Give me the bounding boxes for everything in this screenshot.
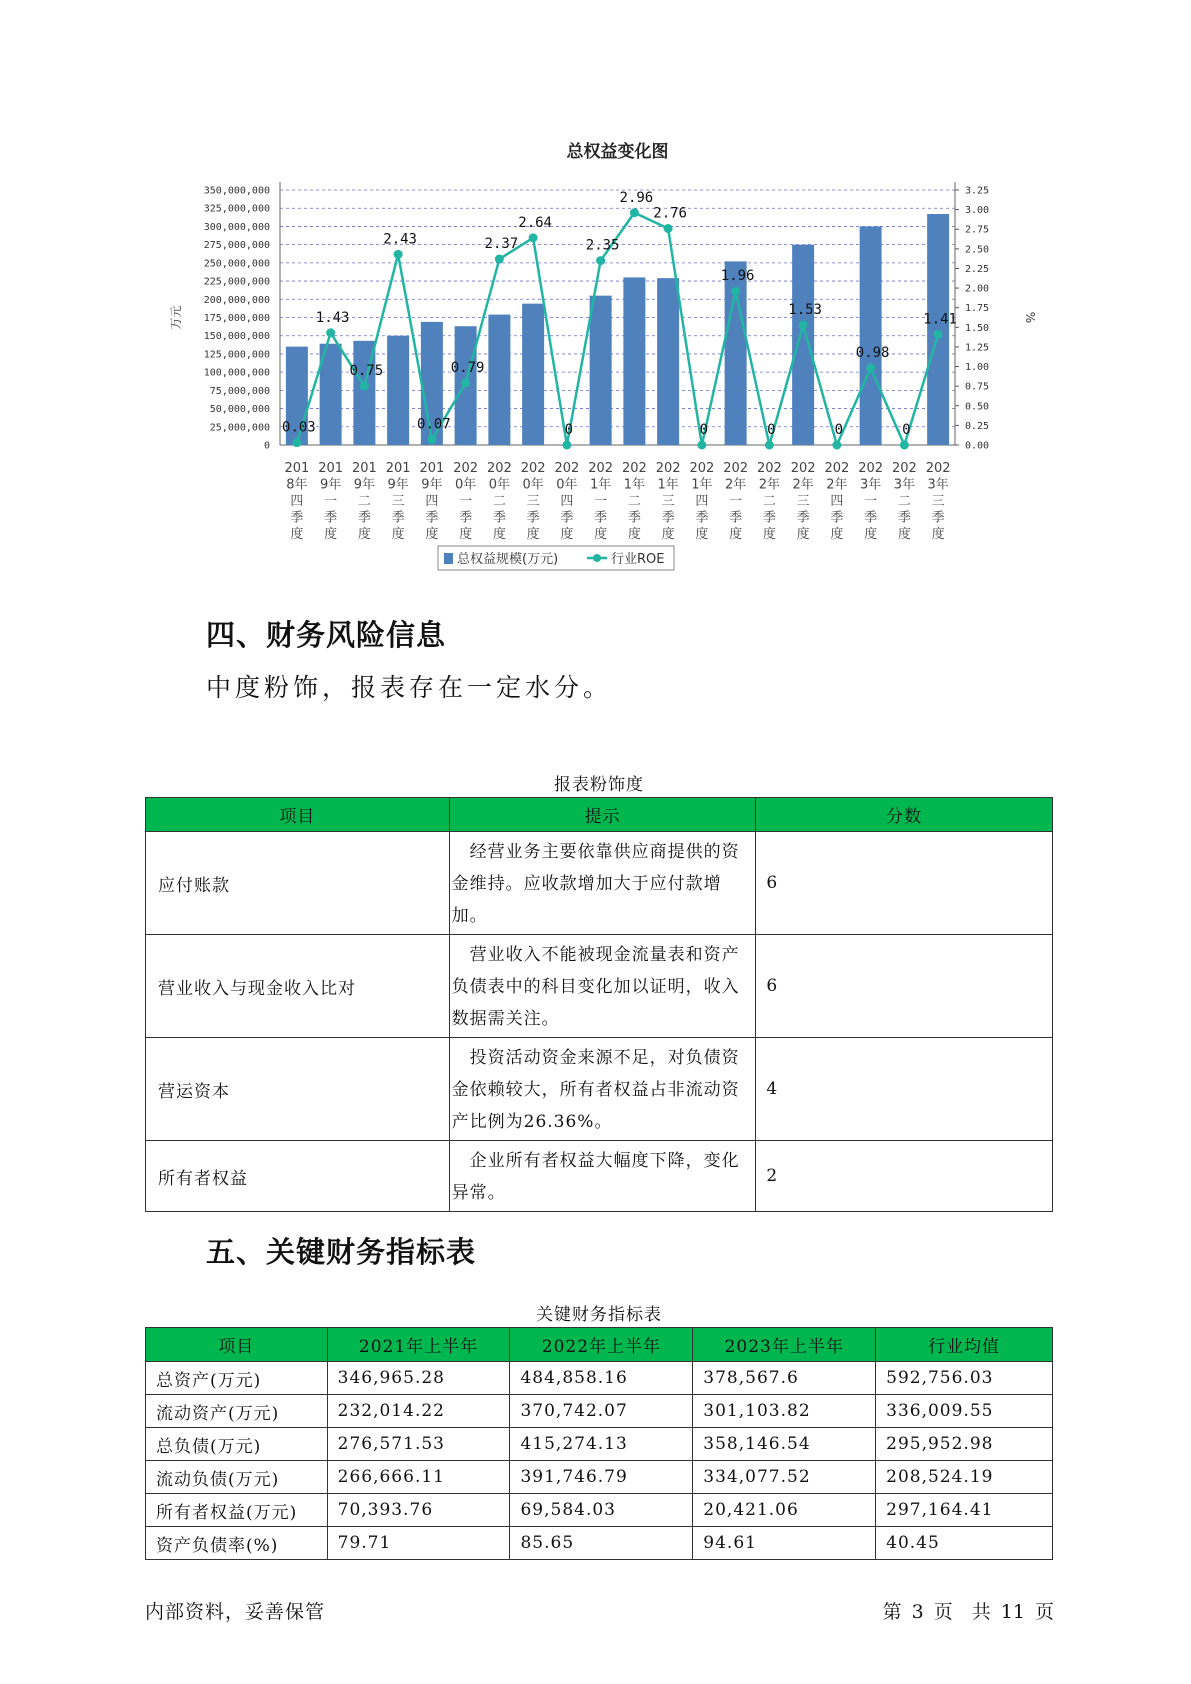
equity-bar — [488, 315, 510, 445]
right-tick-label: 3.25 — [965, 185, 990, 197]
category-tick-label: 三 — [796, 494, 810, 509]
kfi-value: 79.71 — [327, 1527, 510, 1560]
risk-header-score: 分数 — [756, 798, 1053, 832]
category-tick-label: 季 — [796, 510, 810, 526]
footer-page-number: 第 3 页 共 11 页 — [882, 1601, 1054, 1623]
roe-data-label: 0.07 — [417, 416, 451, 433]
risk-item: 营运资本 — [146, 1038, 450, 1141]
section-4-text: 中度粉饰，报表存在一定水分。 — [206, 673, 613, 702]
category-tick-label: 201 — [284, 461, 310, 476]
category-tick-label: 度 — [594, 527, 608, 542]
category-tick-label: 一 — [864, 494, 878, 509]
category-tick-label: 202 — [486, 461, 512, 476]
category-tick-label: 度 — [897, 527, 911, 542]
category-tick-label: 度 — [627, 527, 641, 542]
category-tick-label: 9年 — [387, 477, 409, 493]
table-row — [146, 1362, 1053, 1395]
table-row — [146, 1428, 1053, 1461]
category-tick-label: 度 — [290, 527, 304, 542]
category-tick-label: 1年 — [691, 477, 713, 493]
category-tick-label: 201 — [385, 461, 411, 476]
roe-point — [799, 320, 808, 329]
category-tick-label: 二 — [627, 494, 641, 509]
category-tick-label: 9年 — [319, 477, 342, 493]
right-tick-label: 0.25 — [965, 420, 990, 432]
key-financial-indicators-table — [145, 1327, 1053, 1560]
legend-line-marker — [593, 554, 601, 562]
roe-data-label: 2.96 — [619, 189, 654, 206]
roe-point — [461, 379, 470, 388]
category-tick-label: 202 — [858, 461, 884, 476]
kfi-value: 20,421.06 — [693, 1494, 876, 1527]
category-tick-label: 201 — [318, 461, 344, 476]
category-tick-label: 2年 — [826, 477, 848, 493]
legend-line-label: 行业ROE — [611, 552, 665, 567]
category-tick-label: 3年 — [859, 477, 882, 493]
equity-bar — [860, 226, 882, 445]
category-tick-label: 202 — [655, 461, 681, 476]
kfi-table-header-row — [146, 1328, 1053, 1362]
category-tick-label: 季 — [324, 510, 338, 526]
roe-point — [731, 287, 740, 296]
kfi-value: 378,567.6 — [693, 1362, 876, 1395]
equity-bar — [927, 214, 949, 445]
risk-hint: 经营业务主要依靠供应商提供的资金维持。应收款增加大于应付款增加。 — [449, 832, 756, 935]
risk-hint: 投资活动资金来源不足，对负债资金依赖较大，所有者权益占非流动资产比例为26.36%。 — [449, 1038, 756, 1141]
roe-point — [326, 328, 335, 337]
footer-confidential-note: 内部资料，妥善保管 — [145, 1601, 326, 1623]
kfi-header-2023: 2023年上半年 — [693, 1328, 876, 1362]
category-tick-label: 四 — [425, 494, 439, 509]
table-row — [146, 1038, 1053, 1141]
right-tick-label: 2.25 — [965, 263, 990, 275]
category-tick-label: 季 — [864, 510, 878, 526]
category-tick-label: 一 — [729, 494, 743, 509]
left-tick-label: 225,000,000 — [203, 276, 270, 288]
left-tick-label: 150,000,000 — [203, 331, 270, 343]
right-tick-label: 2.50 — [965, 244, 990, 256]
risk-score: 4 — [756, 1038, 1053, 1141]
category-tick-label: 度 — [796, 527, 810, 542]
roe-data-label: 1.53 — [788, 301, 822, 318]
category-tick-label: 二 — [897, 494, 911, 509]
kfi-value: 592,756.03 — [876, 1362, 1053, 1395]
category-tick-label: 度 — [762, 527, 776, 542]
chart-svg — [150, 130, 1050, 600]
kfi-value: 70,393.76 — [327, 1494, 510, 1527]
category-tick-label: 二 — [762, 494, 776, 509]
category-tick-label: 三 — [391, 494, 405, 509]
equity-bar — [387, 336, 409, 445]
risk-item: 所有者权益 — [146, 1141, 450, 1212]
left-tick-label: 275,000,000 — [203, 240, 270, 252]
category-tick-label: 度 — [459, 527, 473, 542]
category-tick-label: 二 — [357, 494, 371, 509]
kfi-value: 358,146.54 — [693, 1428, 876, 1461]
kfi-item: 流动资产(万元) — [146, 1395, 328, 1428]
category-tick-label: 度 — [357, 527, 371, 542]
kfi-value: 232,014.22 — [327, 1395, 510, 1428]
left-tick-label: 100,000,000 — [203, 367, 270, 379]
roe-point — [495, 255, 504, 264]
table-row — [146, 1494, 1053, 1527]
left-tick-label: 200,000,000 — [203, 294, 270, 306]
category-tick-label: 一 — [594, 494, 608, 509]
category-tick-label: 季 — [357, 510, 371, 526]
roe-data-label: 2.64 — [518, 214, 552, 231]
roe-data-label: 0 — [564, 422, 574, 438]
right-tick-label: 0.75 — [965, 381, 990, 393]
category-tick-label: 季 — [695, 510, 709, 526]
risk-item: 应付账款 — [146, 832, 450, 935]
category-tick-label: 202 — [453, 461, 479, 476]
right-tick-label: 0.00 — [965, 440, 990, 452]
category-tick-label: 一 — [459, 494, 473, 509]
category-tick-label: 一 — [324, 494, 338, 509]
category-tick-label: 3年 — [893, 477, 916, 493]
kfi-value: 266,666.11 — [327, 1461, 510, 1494]
category-tick-label: 季 — [931, 510, 945, 526]
risk-table-header-row — [146, 798, 1053, 832]
roe-point — [866, 364, 875, 373]
category-tick-label: 度 — [425, 527, 439, 542]
category-tick-label: 3年 — [927, 477, 949, 493]
kfi-value: 208,524.19 — [876, 1461, 1053, 1494]
table-row — [146, 832, 1053, 935]
left-tick-label: 300,000,000 — [203, 221, 270, 233]
kfi-table-caption: 关键财务指标表 — [536, 1305, 662, 1325]
roe-point — [562, 441, 571, 450]
category-tick-label: 度 — [864, 527, 878, 542]
roe-data-label: 1.43 — [315, 309, 350, 326]
chart-title: 总权益变化图 — [566, 142, 669, 162]
kfi-value: 484,858.16 — [510, 1362, 693, 1395]
roe-point — [664, 224, 673, 233]
category-tick-label: 二 — [492, 494, 506, 509]
section-5-heading: 五、关键财务指标表 — [206, 1235, 477, 1269]
category-tick-label: 三 — [931, 494, 945, 509]
risk-header-hint: 提示 — [449, 798, 756, 832]
category-tick-label: 季 — [560, 510, 574, 526]
equity-bar — [623, 277, 645, 445]
roe-data-label: 0.98 — [855, 345, 890, 362]
category-tick-label: 201 — [419, 461, 445, 476]
roe-point — [596, 256, 605, 265]
roe-point — [630, 208, 639, 217]
left-axis-title: 万元 — [169, 305, 183, 330]
roe-point — [697, 441, 706, 450]
left-tick-label: 125,000,000 — [203, 349, 270, 361]
legend-bar-swatch — [444, 553, 453, 564]
kfi-item: 总资产(万元) — [146, 1362, 328, 1395]
table-row — [146, 935, 1053, 1038]
right-axis-title: % — [1023, 311, 1037, 324]
category-tick-label: 季 — [290, 510, 304, 526]
roe-data-label: 1.41 — [923, 311, 957, 328]
risk-score: 6 — [756, 832, 1053, 935]
roe-data-label: 0.03 — [282, 419, 316, 436]
left-tick-label: 325,000,000 — [203, 203, 270, 215]
table-row — [146, 1395, 1053, 1428]
category-tick-label: 9年 — [421, 477, 443, 493]
table-row — [146, 1527, 1053, 1560]
category-tick-label: 四 — [290, 494, 304, 509]
roe-data-label: 0.75 — [349, 363, 384, 380]
kfi-value: 297,164.41 — [876, 1494, 1053, 1527]
category-tick-label: 度 — [391, 527, 405, 542]
category-tick-label: 2年 — [724, 477, 747, 493]
category-tick-label: 202 — [689, 461, 715, 476]
equity-bar — [522, 304, 544, 445]
risk-table-caption: 报表粉饰度 — [554, 775, 644, 795]
left-tick-label: 250,000,000 — [203, 258, 270, 270]
category-tick-label: 202 — [891, 461, 917, 476]
category-tick-label: 季 — [897, 510, 911, 526]
equity-bar — [792, 245, 814, 445]
roe-point — [529, 233, 538, 242]
left-tick-label: 350,000,000 — [203, 185, 270, 197]
kfi-header-2021: 2021年上半年 — [327, 1328, 510, 1362]
right-tick-label: 1.00 — [965, 362, 990, 374]
risk-hint: 企业所有者权益大幅度下降，变化异常。 — [449, 1141, 756, 1212]
category-tick-label: 202 — [756, 461, 782, 476]
risk-item: 营业收入与现金收入比对 — [146, 935, 450, 1038]
category-tick-label: 0年 — [454, 477, 477, 493]
category-tick-label: 三 — [526, 494, 540, 509]
left-tick-label: 175,000,000 — [203, 313, 270, 324]
kfi-item: 资产负债率(%) — [146, 1527, 328, 1560]
roe-point — [900, 441, 909, 450]
category-tick-label: 202 — [790, 461, 816, 476]
kfi-value: 40.45 — [876, 1527, 1053, 1560]
right-tick-label: 3.00 — [965, 205, 990, 217]
category-tick-label: 202 — [621, 461, 647, 476]
kfi-header-industry-average: 行业均值 — [876, 1328, 1053, 1362]
category-tick-label: 0年 — [556, 477, 578, 493]
roe-data-label: 0 — [834, 422, 844, 438]
kfi-value: 276,571.53 — [327, 1428, 510, 1461]
kfi-item: 流动负债(万元) — [146, 1461, 328, 1494]
category-tick-label: 0年 — [488, 477, 511, 493]
category-tick-label: 季 — [830, 510, 844, 526]
category-tick-label: 度 — [492, 527, 506, 542]
category-tick-label: 季 — [661, 510, 675, 526]
category-tick-label: 季 — [729, 510, 743, 526]
kfi-value: 415,274.13 — [510, 1428, 693, 1461]
equity-bar — [590, 296, 612, 445]
category-tick-label: 1年 — [589, 477, 612, 493]
category-tick-label: 202 — [554, 461, 580, 476]
category-tick-label: 季 — [762, 510, 776, 526]
category-tick-label: 季 — [492, 510, 506, 526]
roe-data-label: 1.96 — [720, 268, 755, 285]
kfi-value: 295,952.98 — [876, 1428, 1053, 1461]
roe-data-label: 2.76 — [653, 205, 687, 222]
category-tick-label: 2年 — [758, 477, 781, 493]
category-tick-label: 9年 — [353, 477, 376, 493]
category-tick-label: 季 — [459, 510, 473, 526]
roe-data-label: 0.79 — [450, 360, 485, 377]
category-tick-label: 季 — [425, 510, 439, 526]
left-tick-label: 0 — [263, 440, 270, 452]
category-tick-label: 四 — [830, 494, 844, 509]
category-tick-label: 度 — [729, 527, 743, 542]
right-tick-label: 0.50 — [965, 401, 990, 413]
category-tick-label: 1年 — [623, 477, 646, 493]
risk-score: 2 — [756, 1141, 1053, 1212]
kfi-value: 69,584.03 — [510, 1494, 693, 1527]
kfi-value: 94.61 — [693, 1527, 876, 1560]
kfi-item: 所有者权益(万元) — [146, 1494, 328, 1527]
category-tick-label: 度 — [560, 527, 574, 542]
roe-data-label: 2.37 — [484, 236, 519, 253]
right-tick-label: 1.25 — [965, 342, 990, 354]
category-tick-label: 202 — [824, 461, 850, 476]
category-tick-label: 202 — [588, 461, 614, 476]
kfi-value: 346,965.28 — [327, 1362, 510, 1395]
kfi-value: 301,103.82 — [693, 1395, 876, 1428]
risk-header-item: 项目 — [146, 798, 450, 832]
right-tick-label: 2.00 — [965, 283, 990, 295]
section-4-heading: 四、财务风险信息 — [206, 618, 447, 652]
category-tick-label: 度 — [526, 527, 540, 542]
right-tick-label: 2.75 — [965, 224, 990, 236]
category-tick-label: 202 — [723, 461, 749, 476]
category-tick-label: 0年 — [522, 477, 544, 493]
category-tick-label: 季 — [526, 510, 540, 526]
table-row — [146, 1461, 1053, 1494]
kfi-header-item: 项目 — [146, 1328, 328, 1362]
risk-table — [145, 797, 1053, 1212]
category-tick-label: 四 — [560, 494, 574, 509]
category-tick-label: 度 — [931, 527, 945, 542]
kfi-header-2022: 2022年上半年 — [510, 1328, 693, 1362]
legend-bar-label: 总权益规模(万元) — [457, 552, 559, 567]
equity-bar — [657, 278, 679, 445]
roe-point — [832, 441, 841, 450]
category-tick-label: 8年 — [286, 477, 308, 493]
category-tick-label: 201 — [351, 461, 377, 476]
roe-data-label: 2.35 — [585, 237, 620, 254]
left-tick-label: 75,000,000 — [209, 385, 270, 397]
left-tick-label: 50,000,000 — [209, 404, 270, 416]
category-tick-label: 四 — [695, 494, 709, 509]
right-tick-label: 1.75 — [965, 303, 990, 315]
roe-point — [394, 250, 403, 259]
category-tick-label: 202 — [520, 461, 546, 476]
kfi-item: 总负债(万元) — [146, 1428, 328, 1461]
category-tick-label: 202 — [925, 461, 951, 476]
equity-change-chart — [150, 130, 1050, 600]
category-tick-label: 季 — [391, 510, 405, 526]
left-tick-label: 25,000,000 — [209, 422, 270, 434]
roe-point — [292, 438, 301, 447]
risk-hint: 营业收入不能被现金流量表和资产负债表中的科目变化加以证明，收入数据需关注。 — [449, 935, 756, 1038]
category-tick-label: 度 — [661, 527, 675, 542]
roe-data-label: 0 — [699, 422, 709, 438]
category-tick-label: 三 — [661, 494, 675, 509]
roe-point — [765, 441, 774, 450]
kfi-value: 370,742.07 — [510, 1395, 693, 1428]
category-tick-label: 1年 — [657, 477, 679, 493]
category-tick-label: 度 — [324, 527, 338, 542]
kfi-value: 391,746.79 — [510, 1461, 693, 1494]
right-tick-label: 1.50 — [965, 322, 990, 334]
roe-data-label: 0 — [902, 422, 911, 438]
kfi-value: 334,077.52 — [693, 1461, 876, 1494]
roe-point — [934, 330, 943, 339]
roe-point — [427, 435, 436, 444]
kfi-value: 336,009.55 — [876, 1395, 1053, 1428]
category-tick-label: 季 — [627, 510, 641, 526]
table-row — [146, 1141, 1053, 1212]
risk-score: 6 — [756, 935, 1053, 1038]
kfi-value: 85.65 — [510, 1527, 693, 1560]
category-tick-label: 季 — [594, 510, 608, 526]
roe-point — [360, 382, 369, 391]
category-tick-label: 度 — [830, 527, 844, 542]
category-tick-label: 度 — [695, 527, 709, 542]
roe-data-label: 0 — [767, 422, 776, 438]
category-tick-label: 2年 — [792, 477, 814, 493]
roe-data-label: 2.43 — [383, 231, 417, 248]
